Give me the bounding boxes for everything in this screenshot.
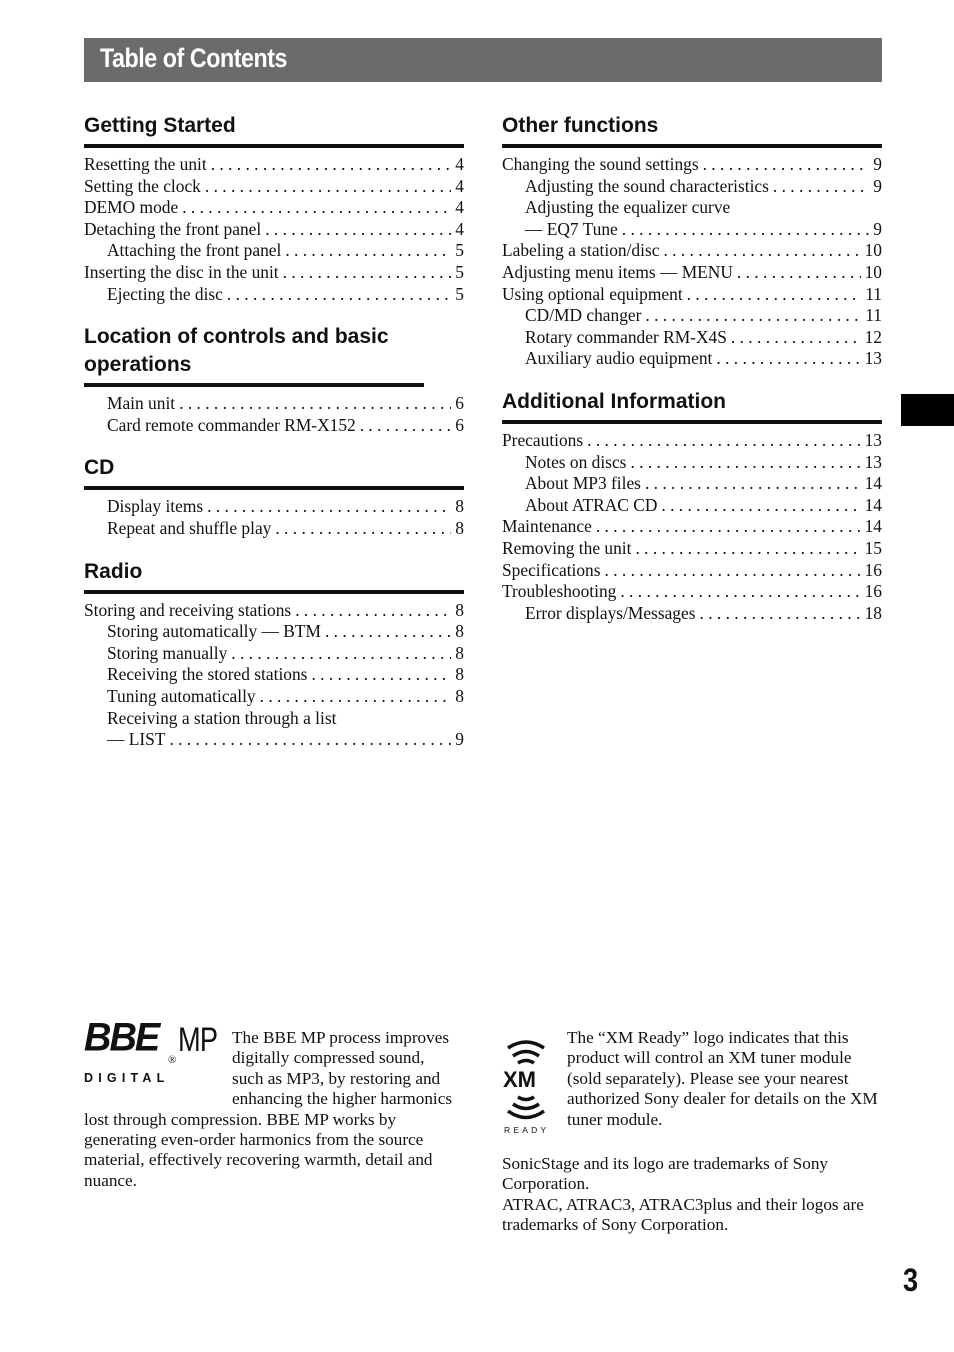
entry-title: Storing and receiving stations	[84, 599, 292, 620]
entry-page: 5	[455, 261, 464, 282]
entry-title: Adjusting menu items — MENU	[502, 261, 733, 282]
entry-title: Setting the clock	[84, 175, 201, 196]
dot-leader	[716, 348, 860, 370]
entry-page: 16	[864, 581, 882, 602]
entry-page: 4	[455, 175, 464, 196]
entry-list	[84, 496, 464, 539]
toc-section	[502, 388, 882, 624]
entry-title: Display items	[107, 496, 204, 517]
entry-list	[84, 154, 464, 305]
dot-leader	[360, 415, 452, 437]
entry-title: Maintenance	[502, 516, 592, 537]
entry-page: 8	[455, 685, 464, 706]
dot-leader	[285, 240, 451, 262]
toc-section	[84, 558, 464, 751]
registered-mark: ®	[168, 1054, 177, 1066]
entry-title: Resetting the unit	[84, 154, 207, 174]
entry-page: 8	[455, 517, 464, 538]
entry-page: 8	[455, 664, 464, 685]
toc-entry	[84, 240, 464, 262]
toc-entry	[84, 518, 464, 540]
dot-leader	[687, 284, 862, 306]
entry-list	[84, 393, 464, 436]
entry-page: 9	[873, 154, 882, 174]
entry-page: 8	[455, 599, 464, 620]
dot-leader	[620, 581, 860, 603]
entry-page: 14	[864, 516, 882, 537]
entry-page: 11	[865, 305, 882, 326]
entry-title: Using optional equipment	[502, 283, 683, 304]
entry-list	[84, 600, 464, 751]
dot-leader	[295, 600, 451, 622]
trademark-atrac: ATRAC, ATRAC3, ATRAC3plus and their logos are trademarks of Sony Corporation.	[502, 1194, 864, 1235]
dot-leader	[630, 452, 860, 474]
toc-entry	[502, 452, 882, 474]
entry-page: 10	[864, 261, 882, 282]
entry-title: Main unit	[107, 393, 176, 414]
page-number: 3	[903, 1262, 919, 1298]
entry-title: Storing manually	[107, 642, 228, 663]
dot-leader	[605, 560, 861, 582]
toc-entry	[502, 495, 882, 517]
toc-section	[502, 112, 882, 370]
dot-leader	[596, 516, 861, 538]
toc-section	[84, 323, 464, 436]
entry-title: Error displays/Messages	[525, 602, 696, 623]
xm-notice	[502, 1028, 882, 1134]
entry-title: Rotary commander RM-X4S	[525, 326, 727, 347]
toc-entry	[84, 496, 464, 518]
toc-entry	[502, 305, 882, 327]
toc-entry	[84, 284, 464, 306]
entry-title: CD/MD changer	[525, 305, 642, 326]
entry-title: About ATRAC CD	[525, 494, 658, 515]
toc-entry	[502, 581, 882, 603]
toc-entry	[84, 600, 464, 622]
entry-page: 4	[455, 218, 464, 239]
entry-title: Ejecting the disc	[107, 283, 223, 304]
entry-page: 8	[455, 621, 464, 642]
dot-leader	[311, 664, 451, 686]
entry-page: 18	[864, 602, 882, 623]
toc-entry	[84, 643, 464, 665]
dot-leader	[661, 495, 860, 517]
entry-title: Changing the sound settings	[502, 154, 699, 174]
entry-page: 8	[455, 496, 464, 517]
section-heading: CD	[84, 454, 464, 490]
dot-leader	[663, 240, 860, 262]
toc-entry	[84, 621, 464, 643]
entry-title: About MP3 files	[525, 473, 641, 494]
dot-leader	[645, 305, 861, 327]
entry-title: Labeling a station/disc	[502, 240, 660, 261]
entry-page: 14	[864, 494, 882, 515]
xm-logo-ready: READY	[504, 1125, 550, 1134]
entry-page: 4	[455, 154, 464, 174]
toc-entry	[502, 284, 882, 306]
bbe-notice	[84, 1015, 454, 1191]
dot-leader	[283, 262, 452, 284]
entry-title: Inserting the disc in the unit	[84, 261, 279, 282]
entry-title: Tuning automatically	[107, 685, 256, 706]
entry-title: Detaching the front panel	[84, 218, 262, 239]
toc-entry	[84, 729, 464, 751]
toc-entry	[502, 560, 882, 582]
toc-entry	[502, 538, 882, 560]
toc-entry	[84, 415, 464, 437]
entry-title: Adjusting the sound characteristics	[525, 175, 769, 196]
entry-title: Receiving the stored stations	[107, 664, 308, 685]
entry-page: 9	[873, 175, 882, 196]
entry-page: 10	[864, 240, 882, 261]
toc-entry: Adjusting the equalizer curve	[525, 197, 731, 218]
entry-title: Removing the unit	[502, 537, 632, 558]
title-bar	[84, 38, 882, 82]
entry-page: 8	[455, 642, 464, 663]
dot-leader	[622, 219, 870, 241]
toc-entry	[502, 348, 882, 370]
entry-page: 4	[455, 197, 464, 218]
toc-entry	[502, 603, 882, 625]
entry-title: Repeat and shuffle play	[107, 517, 272, 538]
toc-entry	[84, 393, 464, 415]
toc-entry	[502, 327, 882, 349]
entry-title: Card remote commander RM-X152	[107, 414, 356, 435]
dot-leader	[227, 284, 451, 306]
dot-leader	[731, 327, 861, 349]
entry-title: Attaching the front panel	[107, 240, 282, 261]
dot-leader	[703, 154, 870, 176]
toc-section	[84, 112, 464, 305]
entry-page: 9	[873, 218, 882, 239]
toc-entry	[84, 686, 464, 708]
toc-entry: Receiving a station through a list	[107, 707, 337, 728]
dot-leader	[260, 686, 452, 708]
toc-entry	[84, 197, 464, 219]
dot-leader	[205, 176, 451, 198]
section-heading: Location of controls and basic operations	[84, 323, 424, 387]
entry-title: — LIST	[107, 729, 166, 750]
entry-page: 5	[455, 240, 464, 261]
entry-page: 16	[864, 559, 882, 580]
section-heading: Radio	[84, 558, 464, 594]
toc-section	[84, 454, 464, 539]
toc-entry	[84, 176, 464, 198]
dot-leader	[700, 603, 861, 625]
entry-title: — EQ7 Tune	[525, 218, 618, 239]
entry-list	[502, 430, 882, 624]
toc-entry	[502, 262, 882, 284]
bbe-logo-mark: BBE	[84, 1015, 159, 1061]
side-tab-marker	[901, 394, 954, 426]
dot-leader	[169, 729, 451, 751]
toc-entry	[502, 473, 882, 495]
trademark-notices	[502, 1154, 892, 1236]
entry-page: 6	[455, 414, 464, 435]
toc-right-column	[502, 112, 882, 642]
dot-leader	[211, 154, 452, 176]
dot-leader	[207, 496, 451, 518]
toc-entry	[502, 176, 882, 198]
toc-entry	[84, 154, 464, 176]
section-heading: Getting Started	[84, 112, 464, 148]
dot-leader	[737, 262, 861, 284]
xm-logo-mark: XM	[503, 1067, 536, 1092]
toc-entry	[84, 664, 464, 686]
entry-title: Specifications	[502, 559, 601, 580]
toc-entry	[502, 430, 882, 452]
section-heading: Other functions	[502, 112, 882, 148]
entry-page: 13	[864, 348, 882, 369]
entry-page: 6	[455, 393, 464, 414]
toc-entry	[502, 219, 882, 241]
entry-title: Storing automatically — BTM	[107, 621, 321, 642]
entry-title: DEMO mode	[84, 197, 179, 218]
entry-page: 13	[864, 451, 882, 472]
page-title: Table of Contents	[100, 43, 288, 73]
dot-leader	[773, 176, 869, 198]
toc-entry	[84, 262, 464, 284]
dot-leader	[587, 430, 860, 452]
toc-entry	[502, 154, 882, 176]
dot-leader	[645, 473, 861, 495]
entry-page: 14	[864, 473, 882, 494]
entry-list	[502, 154, 882, 370]
dot-leader	[275, 518, 451, 540]
xm-ready-logo	[502, 1034, 550, 1134]
xm-description: The “XM Ready” logo indicates that this product will control an XM tuner module (sold separately). Please see your nearest authorized Sony dealer for details on the XM tuner module.	[567, 1028, 878, 1129]
dot-leader	[179, 393, 451, 415]
bbe-logo-mp: MP	[178, 1021, 218, 1059]
entry-title: Precautions	[502, 429, 584, 450]
entry-page: 5	[455, 283, 464, 304]
bbe-description: The BBE MP process improves digitally compressed sound, such as MP3, by restoring and enhancing the higher harmonics lost through compression. BBE MP works by generating even-order harmonics from the source material, effectively recovering warmth, detail and nuance.	[84, 1028, 453, 1190]
toc-entry	[84, 219, 464, 241]
dot-leader	[635, 538, 860, 560]
entry-title: Notes on discs	[525, 451, 627, 472]
entry-page: 15	[864, 537, 882, 558]
trademark-sonicstage: SonicStage and its logo are trademarks of Sony Corporation.	[502, 1154, 829, 1194]
entry-page: 9	[455, 729, 464, 750]
toc-entry	[502, 516, 882, 538]
entry-page: 12	[864, 326, 882, 347]
dot-leader	[325, 621, 451, 643]
bbe-logo-digital: DIGITAL	[84, 1071, 170, 1085]
entry-title: Auxiliary audio equipment	[525, 348, 713, 369]
entry-title: Troubleshooting	[502, 581, 617, 602]
entry-page: 11	[865, 283, 882, 304]
dot-leader	[182, 197, 451, 219]
dot-leader	[231, 643, 451, 665]
toc-left-column	[84, 112, 464, 769]
section-heading: Additional Information	[502, 388, 882, 424]
toc-entry	[502, 240, 882, 262]
dot-leader	[265, 219, 451, 241]
entry-page: 13	[864, 429, 882, 450]
bbe-mp-digital-logo	[84, 1015, 224, 1088]
